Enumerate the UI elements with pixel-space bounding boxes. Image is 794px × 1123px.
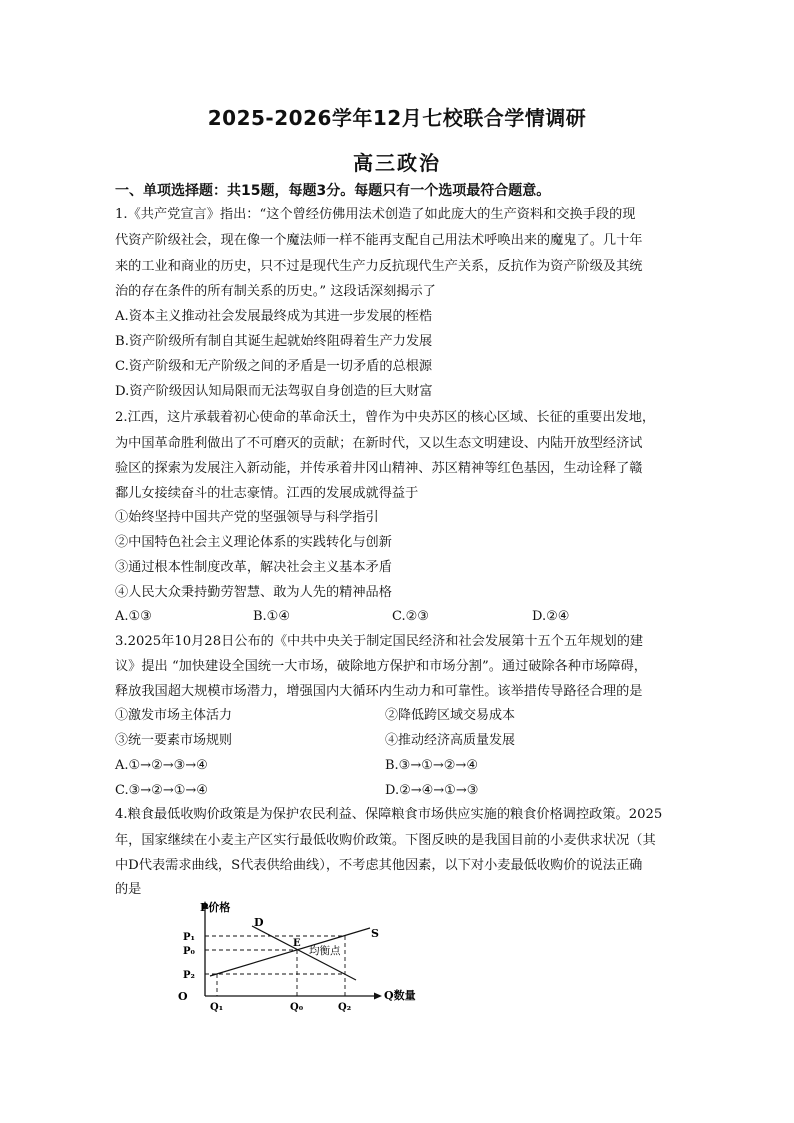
question-1-stem-line: 1.《共产党宣言》指出：“这个曾经仿佛用法术创造了如此庞大的生产资料和交换手段的现 xyxy=(115,207,636,222)
question-3-option-b[interactable]: B.③→①→②→④ xyxy=(385,758,478,773)
question-3-item-4: ④推动经济高质量发展 xyxy=(385,733,516,748)
x-tick-q0: Q₀ xyxy=(290,1002,304,1012)
question-3-stem-line: 释放我国超大规模市场潜力，增强国内大循环内生动力和可靠性。该举措传导路径合理的是 xyxy=(115,684,643,699)
question-2-item-1: ①始终坚持中国共产党的坚强领导与科学指引 xyxy=(115,510,379,525)
question-4-stem-line: 年，国家继续在小麦主产区实行最低收购价政策。下图反映的是我国目前的小麦供求状况（其 xyxy=(115,833,656,848)
equilibrium-note: 均衡点 xyxy=(309,945,341,957)
question-3-item-1: ①激发市场主体活力 xyxy=(115,708,233,723)
origin-label: O xyxy=(178,990,188,1003)
question-2-option-b[interactable]: B.①④ xyxy=(253,609,290,624)
question-1-stem-line: 治的存在条件的所有制关系的历史。” 这段话深刻揭示了 xyxy=(115,284,436,299)
question-2-item-3: ③通过根本性制度改革，解决社会主义基本矛盾 xyxy=(115,560,392,575)
question-4-stem-line: 4.粮食最低收购价政策是为保护农民利益、保障粮食市场供应实施的粮食价格调控政策。2025 xyxy=(115,807,663,822)
supply-demand-chart xyxy=(170,896,470,1012)
question-1-stem-line: 代资产阶级社会，现在像一个魔法师一样不能再支配自己用法术呼唤出来的魔鬼了。几十年 xyxy=(115,233,643,248)
question-2-option-c[interactable]: C.②③ xyxy=(392,609,429,624)
question-3-item-3: ③统一要素市场规则 xyxy=(115,733,233,748)
question-2-option-d[interactable]: D.②④ xyxy=(532,609,570,624)
subject-title: 高三政治 xyxy=(353,151,441,175)
y-tick-p0: P₀ xyxy=(183,946,195,957)
y-tick-p2: P₂ xyxy=(183,970,195,981)
x-axis-label: Q数量 xyxy=(384,989,416,1002)
question-1-option-d[interactable]: D.资产阶级因认知局限而无法驾驭自身创造的巨大财富 xyxy=(115,384,433,399)
y-axis-label: P价格 xyxy=(200,901,231,914)
question-2-option-a[interactable]: A.①③ xyxy=(115,609,152,624)
x-tick-q2: Q₂ xyxy=(338,1002,352,1012)
question-2-stem-line: 鄱儿女接续奋斗的壮志豪情。江西的发展成就得益于 xyxy=(115,486,419,501)
question-4-stem-line: 中D代表需求曲线，S代表供给曲线），不考虑其他因素，以下对小麦最低收购价的说法正确 xyxy=(115,858,643,873)
y-tick-p1: P₁ xyxy=(183,932,195,943)
equilibrium-label: E xyxy=(293,938,301,949)
question-2-stem-line: 为中国革命胜利做出了不可磨灭的贡献；在新时代，又以生态文明建设、内陆开放型经济试 xyxy=(115,436,643,451)
demand-curve-label: D xyxy=(254,916,264,929)
supply-curve xyxy=(210,928,370,976)
question-3-stem-line: 议》提出 “加快建设全国统一大市场，破除地方保护和市场分割”。通过破除各种市场障碍， xyxy=(115,659,647,674)
question-1-option-c[interactable]: C.资产阶级和无产阶级之间的矛盾是一切矛盾的总根源 xyxy=(115,359,433,374)
question-3-option-a[interactable]: A.①→②→③→④ xyxy=(115,758,208,773)
exam-title: 2025-2026学年12月七校联合学情调研 xyxy=(207,106,587,130)
question-3-option-d[interactable]: D.②→④→①→③ xyxy=(385,783,479,798)
x-tick-q1: Q₁ xyxy=(210,1002,224,1012)
section-heading: 一、单项选择题：共15题，每题3分。每题只有一个选项最符合题意。 xyxy=(115,183,551,199)
supply-curve-label: S xyxy=(371,927,379,940)
question-3-stem-line: 3.2025年10月28日公布的《中共中央关于制定国民经济和社会发展第十五个五年规划的建 xyxy=(115,634,644,649)
question-1-option-b[interactable]: B.资产阶级所有制自其诞生起就始终阻碍着生产力发展 xyxy=(115,334,433,349)
question-3-option-c[interactable]: C.③→②→①→④ xyxy=(115,783,208,798)
question-3-item-2: ②降低跨区域交易成本 xyxy=(385,708,516,723)
question-2-item-2: ②中国特色社会主义理论体系的实践转化与创新 xyxy=(115,535,392,550)
question-4-stem-line: 的是 xyxy=(115,882,142,897)
question-2-stem-line: 验区的探索为发展注入新动能，并传承着井冈山精神、苏区精神等红色基因，生动诠释了赣 xyxy=(115,461,643,476)
x-axis-arrow xyxy=(374,993,382,1000)
question-1-option-a[interactable]: A.资本主义推动社会发展最终成为其进一步发展的桎梏 xyxy=(115,309,433,324)
question-2-stem-line: 2.江西，这片承载着初心使命的革命沃土，曾作为中央苏区的核心区域、长征的重要出发地， xyxy=(115,410,656,425)
question-1-stem-line: 来的工业和商业的历史，只不过是现代生产力反抗现代生产关系，反抗作为资产阶级及其统 xyxy=(115,259,643,274)
question-2-item-4: ④人民大众秉持勤劳智慧、敢为人先的精神品格 xyxy=(115,585,392,600)
